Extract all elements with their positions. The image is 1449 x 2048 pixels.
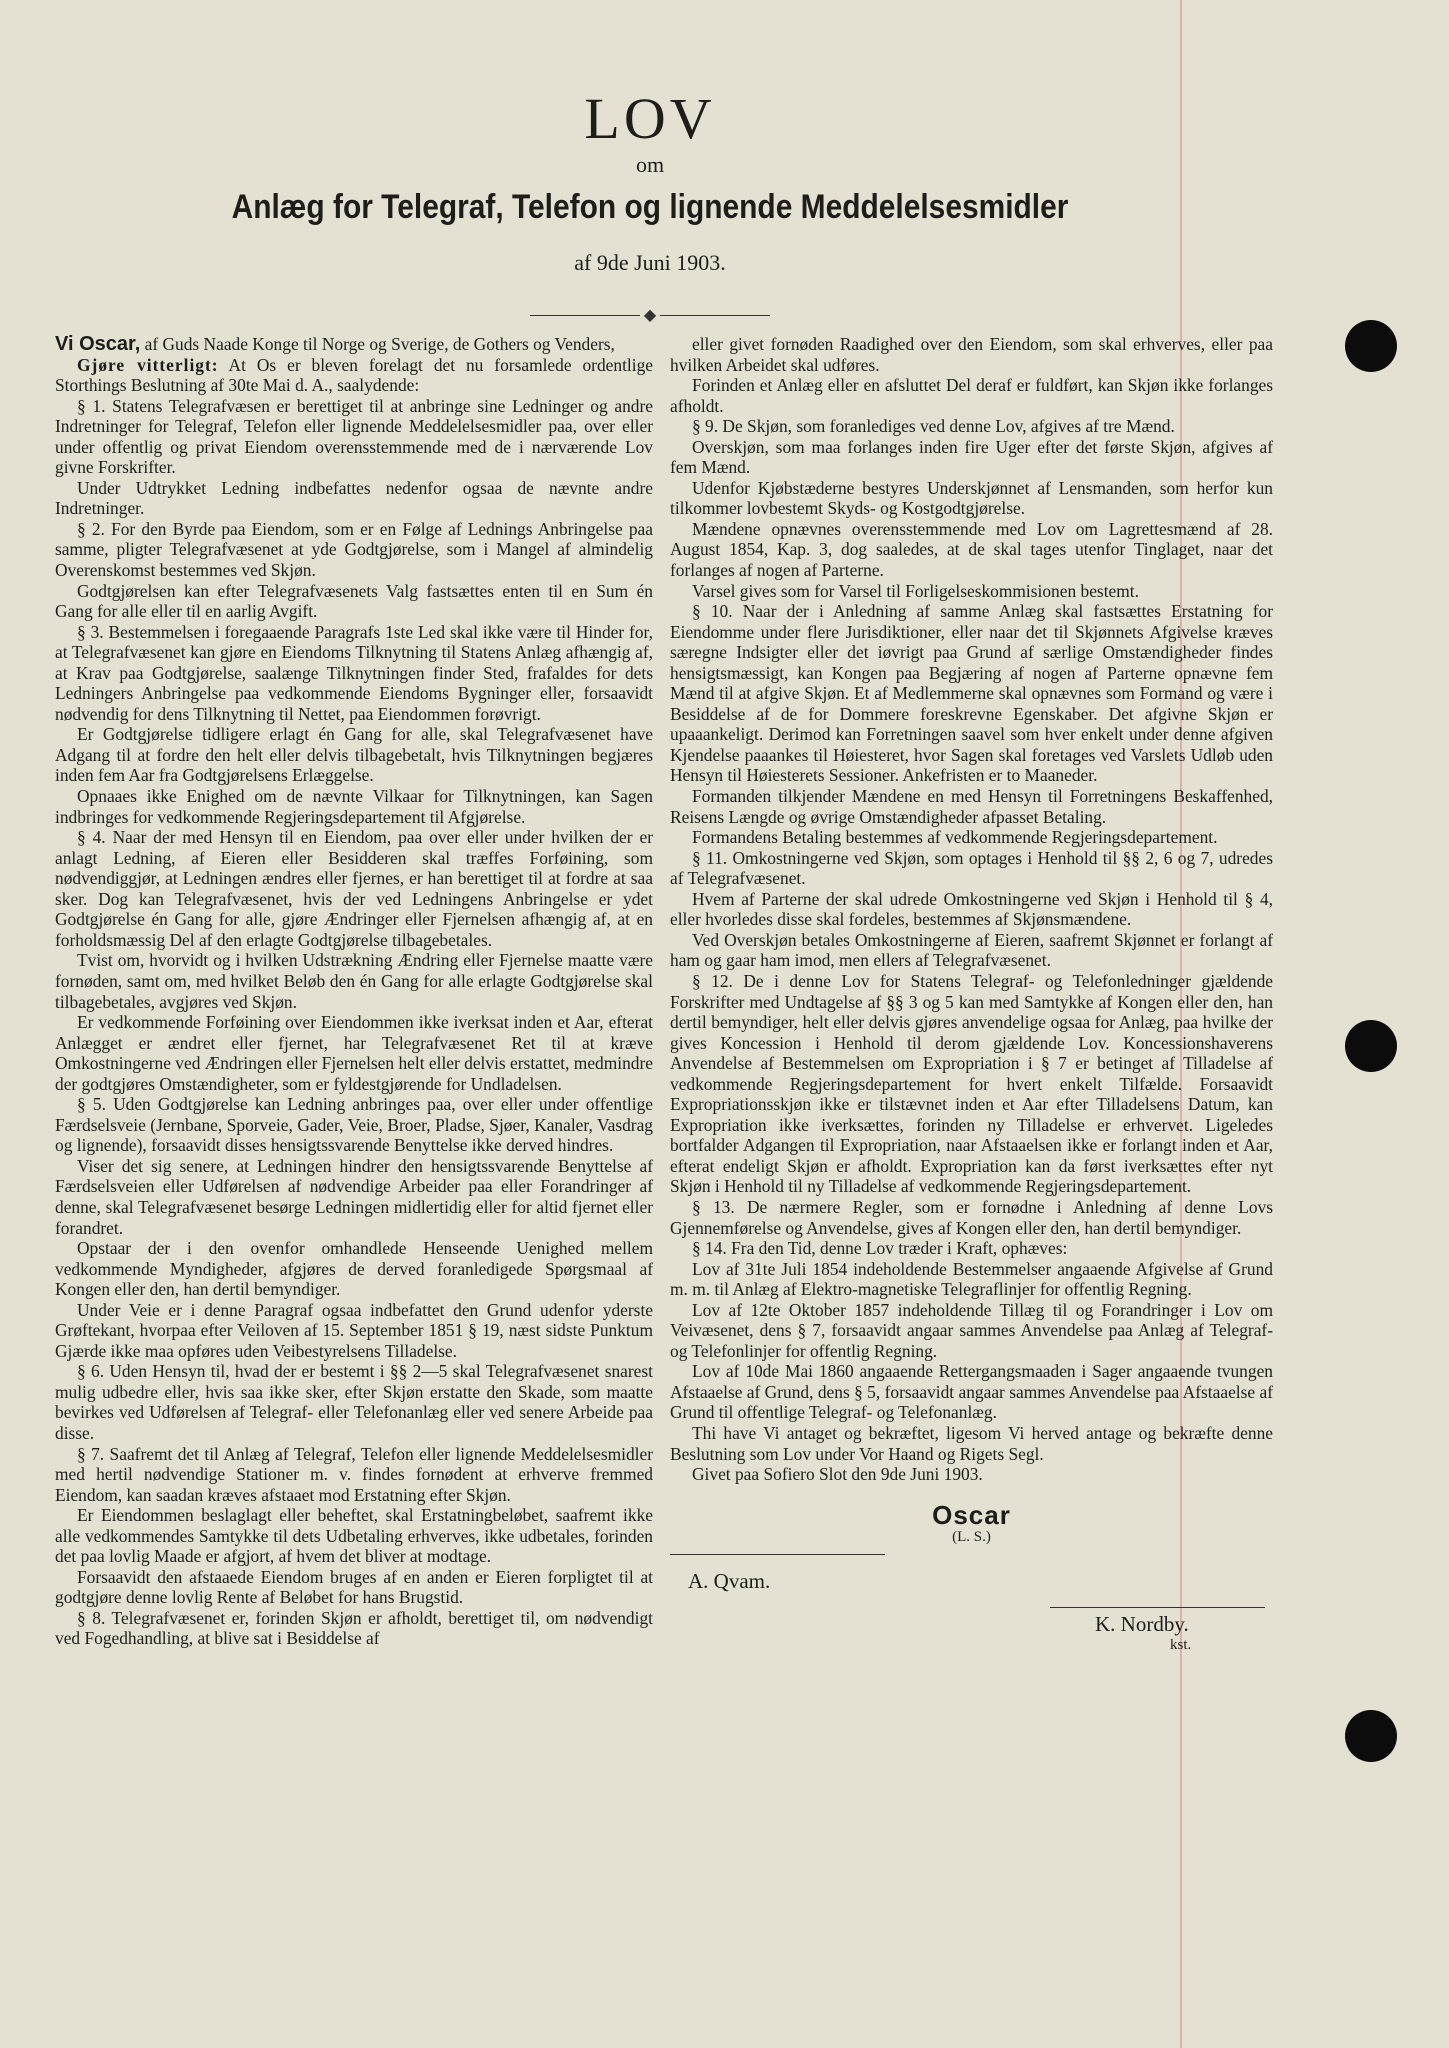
paragraph: § 6. Uden Hensyn til, hvad der er bestemt i §§ 2—5 skal Telegrafvæsenet snarest mulig udbedre eller, hvis saa ikke sker, efter Skjøn erstatte den Skade, som maatte bevirkes ved Udførelsen af Telegraf- eller Telefonanlæg eller ved senere Arbeide paa disse.	[55, 1361, 653, 1443]
paragraph: § 9. De Skjøn, som foranlediges ved denne Lov, afgives af tre Mænd.	[692, 416, 1175, 437]
gjore-rest: At Os er bleven forelagt det nu forsamlede ordentlige Storthings Beslutning af 30te Mai d. A., saalydende:	[55, 354, 653, 396]
paragraph: Er Godtgjørelse tidligere erlagt én Gang for alle, skal Telegrafvæsenet have Adgang til at fordre den helt eller delvis tilbagebetalt, hvis Tilknytningen begjæres inden fem Aar fra Godtgjørelsens Erlæggelse.	[55, 724, 653, 786]
diamond-ornament-icon: ◆	[643, 307, 657, 324]
signature-king: Oscar	[932, 1499, 1011, 1530]
punch-hole-middle	[1345, 1020, 1397, 1072]
paragraph: Formanden tilkjender Mændene en med Hensyn til Forretningens Beskaffenhed, Reisens Længde og øvrige Omstændigheder afpasset Betaling.	[670, 786, 1273, 827]
paragraph: Er Eiendommen beslaglagt eller beheftet, skal Erstatningbeløbet, saafremt ikke alle vedkommendes Samtykke til dets Udbetaling erhverves, ikke udbetales, forinden det paa lovlig Maade er afgjort, af hvem det bliver at modtage.	[55, 1505, 653, 1567]
paragraph: § 8. Telegrafvæsenet er, forinden Skjøn er afholdt, berettiget til, om nødvendigt ved Fogedhandling, at blive sat i Besiddelse af	[55, 1607, 653, 1649]
paragraph: § 10. Naar der i Anledning af samme Anlæg skal fastsættes Erstatning for Eiendomme under flere Jurisdiktioner, eller naar det til Skjønnets Afgivelse kræves særegne Indsigter eller det iøvrigt paa Grund af særlige Omstændigheder findes hensigtsmæssigt, kan Kongen paa Begjæring af nogen af Parterne opnævne fem Mænd til at afgive Skjøn. Et af Medlemmerne skal opnævnes som Formand og være i Besiddelse af de for Dommere foreskrevne Egenskaber. Det afgivne Skjøn er upaaankeligt. Derimod kan Forretningen saavel som hver enkelt under denne afgiven Kjendelse paaankes til Høiesteret, hvor Sagen skal foretages ved Varslets Udløb uden Hensyn til Høiesterets Sessioner. Ankefristen er to Maaneder.	[670, 601, 1273, 786]
paragraph: Tvist om, hvorvidt og i hvilken Udstrækning Ændring eller Fjernelse maatte være fornøden, samt om, med hvilket Beløb den én Gang for alle erlagte Godtgjørelse skal tilbagebetales, avgjøres ved Skjøn.	[55, 950, 653, 1012]
right-body	[670, 334, 1273, 1485]
left-body	[55, 396, 653, 1649]
paragraph: Er vedkommende Forføining over Eiendommen ikke iverksat inden et Aar, efterat Anlægget er ændret eller fjernet, har Telegrafvæsenet Ret til at kræve Omkostningerne ved Ændringen eller Fjernelsen helt eller delvis erstattet, medmindre der godtgjøres Omstændigheter, som er fyldestgjørende for Undladelsen.	[55, 1012, 653, 1094]
signature-rule-right	[1050, 1607, 1265, 1608]
paragraph: Godtgjørelsen kan efter Telegrafvæsenets Valg fastsættes enten til en Sum én Gang for alle eller til en aarlig Avgift.	[55, 580, 653, 622]
paragraph: § 3. Bestemmelsen i foregaaende Paragrafs 1ste Led skal ikke være til Hinder for, at Telegrafvæsenet kan gjøre en Eiendoms Tilknytning til Statens Anlæg afhængig af, at Krav paa Godtgjørelse, saalænge Tilknytningen finder Sted, frafaldes for dets Ledningers Anbringelse paa vedkommende Eiendoms Bygninger eller, forsaavidt nødvendig for dens Tilknytning til Nettet, paa Eiendommen forøvrigt.	[55, 621, 653, 724]
signature-countersign: K. Nordby.	[1095, 1612, 1189, 1637]
king-title: af Guds Naade Konge til Norge og Sverige, de Gothers og Venders,	[140, 334, 615, 354]
paragraph: Viser det sig senere, at Ledningen hindrer den hensigtssvarende Benyttelse af Færdselsveien eller Udførelsen af nødvendige Arbeider paa eller Forandringer af denne, skal Telegrafvæsenet besørge Ledningen midlertidig eller for altid fjernet eller forandret.	[55, 1155, 653, 1238]
signature-minister: A. Qvam.	[688, 1568, 771, 1593]
gjore-vitterligt: Gjøre vitterligt:	[77, 354, 219, 375]
seal-mark: (L. S.)	[952, 1529, 991, 1546]
paragraph: Lov af 10de Mai 1860 angaaende Rettergangsmaaden i Sager angaaende tvungen Afstaaelse af Grund, dens § 5, forsaavidt angaar sammes Anvendelse paa Afstaaelse af Grund til offentlige Telegraf- og Telefonanlæg.	[670, 1361, 1273, 1423]
paragraph: § 13. De nærmere Regler, som er fornødne i Anledning af denne Lovs Gjennemførelse og Anvendelse, gives af Kongen eller den, han dertil bemyndiger.	[670, 1196, 1273, 1238]
paragraph: Under Udtrykket Ledning indbefattes nedenfor ogsaa de nævnte andre Indretninger.	[55, 477, 653, 519]
punch-hole-top	[1345, 320, 1397, 372]
paragraph: Overskjøn, som maa forlanges inden fire Uger efter det første Skjøn, afgives af fem Mænd.	[670, 436, 1273, 478]
paragraph: Varsel gives som for Varsel til Forligelseskommisionen bestemt.	[692, 580, 1139, 601]
paragraph: Ved Overskjøn betales Omkostningerne af Eieren, saafremt Skjønnet er forlangt af ham og gaar ham imod, men ellers af Telegrafvæsenet.	[670, 929, 1273, 971]
punch-hole-bottom	[1345, 1710, 1397, 1762]
paragraph: § 12. De i denne Lov for Statens Telegraf- og Telefonledninger gjældende Forskrifter med Undtagelse af §§ 3 og 5 kan med Samtykke af Kongen eller den, han dertil bemyndiger, helt eller delvis gjøres anvendelige ogsaa for Anlæg, paa hvilke der gives Koncession i Henhold til derom gjældende Lov. Koncessionshaverens Anvendelse af Bestemmelsen om Expropriation i § 7 er betinget af Tilladelse af vedkommende Regjeringsdepartement for hvert enkelt Tilfælde. Forsaavidt Expropriationsskjøn ikke er tilstævnet inden et Aar efter Tilladelsens Datum, kan Expropriation ikke iverksættes, forinden ny Tilladelse er erhvervet. Ligeledes bortfalder Adgangen til Expropriation, naar Afstaaelsen ikke er forlangt inden et Aar, efterat endeligt Skjøn er afholdt. Expropriation kan da først iverksættes efter nyt Skjøn i Henhold til ny Tilladelse af vedkommende Regjeringsdepartement.	[670, 970, 1273, 1197]
paragraph: § 5. Uden Godtgjørelse kan Ledning anbringes paa, over eller under offentlige Færdselsveie (Jernbane, Sporveie, Gader, Veie, Broer, Pladse, Sjøer, Kanaler, Vasdrag og lignende), forsaavidt disses hensigtssvarende Benyttelse ikke derved hindres.	[55, 1094, 653, 1156]
paragraph: Mændene opnævnes overensstemmende med Lov om Lagrettesmænd af 28. August 1854, Kap. 3, dog saaledes, at de skal tages utenfor Tinglaget, naar det forlanges af nogen af Parterne.	[670, 518, 1273, 581]
paragraph: Forsaavidt den afstaaede Eiendom bruges af en anden er Eieren forpligtet til at godtgjøre denne lovlig Rente af Beløbet for hans Brugstid.	[55, 1566, 653, 1608]
paragraph: Forinden et Anlæg eller en afsluttet Del deraf er fuldført, kan Skjøn ikke forlanges afholdt.	[670, 375, 1273, 416]
title-divider	[0, 305, 1300, 325]
paragraph: Udenfor Kjøbstæderne bestyres Underskjønnet af Lensmanden, som herfor kun tilkommer lovbestemt Skyds- og Kostgodtgjørelse.	[670, 477, 1273, 519]
paragraph: Formandens Betaling bestemmes af vedkommende Regjeringsdepartement.	[692, 827, 1218, 848]
king-name-lead: Vi Oscar,	[55, 333, 141, 355]
paragraph: Lov af 12te Oktober 1857 indeholdende Tillæg til og Forandringer i Lov om Veivæsenet, dens § 7, forsaavidt angaar sammes Anvendelse paa Anlæg af Telegraf- og Telefonlinjer for offentlig Regning.	[670, 1299, 1273, 1361]
paragraph: Thi have Vi antaget og bekræftet, ligesom Vi herved antage og bekræfte denne Beslutning som Lov under Vor Haand og Rigets Segl.	[670, 1422, 1273, 1464]
paragraph: § 14. Fra den Tid, denne Lov træder i Kraft, ophæves:	[692, 1238, 1068, 1259]
law-date: af 9de Juni 1903.	[574, 250, 726, 275]
paragraph: § 1. Statens Telegrafvæsen er berettiget til at anbringe sine Ledninger og andre Indretninger for Telegraf, Telefon eller lignende Meddelelsesmidler paa, over eller under offentlig og privat Eiendom overensstemmende med de i nærværende Lov givne Forskrifter.	[55, 395, 653, 478]
paragraph: eller givet fornøden Raadighed over den Eiendom, som skal erhverves, eller paa hvilken Arbeidet skal udføres.	[670, 334, 1273, 375]
paragraph: Givet paa Sofiero Slot den 9de Juni 1903.	[692, 1464, 983, 1485]
paragraph: Opstaar der i den ovenfor omhandlede Henseende Uenighed mellem vedkommende Myndigheder, afgjøres de derved foranledigede Spørgsmaal af Kongen eller den, han dertil bemyndiger.	[55, 1238, 653, 1300]
right-column	[670, 334, 1273, 1655]
law-title: LOV	[584, 86, 716, 151]
paragraph: § 2. For den Byrde paa Eiendom, som er en Følge af Lednings Anbringelse paa samme, pligter Telegrafvæsenet at yde Godtgjørelse, som i Mangel af almindelig Overenskomst bestemmes ved Skjøn.	[55, 518, 653, 581]
paragraph: Hvem af Parterne der skal udrede Omkostningerne ved Skjøn i Henhold til § 4, eller hvorledes disse skal fordeles, bestemmes af Skjønsmændene.	[670, 888, 1273, 930]
left-column	[55, 334, 653, 1649]
divider-rule-left	[530, 315, 640, 316]
paragraph: § 4. Naar der med Hensyn til en Eiendom, paa over eller under hvilken der er anlagt Ledning, af Eieren eller Besidderen skal træffes Forføining, som nødvendiggjør, at Ledningen ændres eller fjernes, er han berettiget til at fordre at saa sker. Dog kan Telegrafvæsenet, hvis der ved Ledningens Anbringelse er ydet Godtgjørelse én Gang for alle, gjøre Ændringer eller Fjernelsen afhængig af, at en forholdsmæssig Del af den erlagte Godtgjørelse tilbagebetales.	[55, 827, 653, 950]
intro-paragraph	[55, 334, 653, 355]
countersign-title: kst.	[1170, 1636, 1192, 1653]
paragraph: Under Veie er i denne Paragraf ogsaa indbefattet den Grund udenfor yderste Grøftekant, hvorpaa efter Veiloven af 15. September 1851 § 19, næst sidste Punktum Gjærde ikke maa opføres uden Veibestyrelsens Tilladelse.	[55, 1299, 653, 1361]
intro-gjore	[55, 355, 653, 396]
paragraph: Opnaaes ikke Enighed om de nævnte Vilkaar for Tilknytningen, kan Sagen indbringes for vedkommende Regjeringsdepartement til Afgjørelse.	[55, 786, 653, 827]
paragraph: § 11. Omkostningerne ved Skjøn, som optages i Henhold til §§ 2, 6 og 7, udredes af Telegrafvæsenet.	[670, 847, 1273, 889]
signature-rule-left	[670, 1554, 885, 1555]
law-subtitle: Anlæg for Telegraf, Telefon og lignende Meddelelsesmidler	[231, 188, 1069, 226]
paragraph: § 7. Saafremt det til Anlæg af Telegraf, Telefon eller lignende Meddelelsesmidler med hertil nødvendige Stationer m. v. findes fornødent at erhverve fremmed Eiendom, kan saadan kræves afstaaet mod Erstatning efter Skjøn.	[55, 1443, 653, 1505]
title-om: om	[635, 152, 665, 177]
divider-rule-right	[660, 315, 770, 316]
paragraph: Lov af 31te Juli 1854 indeholdende Bestemmelser angaaende Afgivelse af Grund m. m. til Anlæg af Elektro-magnetiske Telegraflinjer for offentlig Regning.	[670, 1258, 1273, 1300]
